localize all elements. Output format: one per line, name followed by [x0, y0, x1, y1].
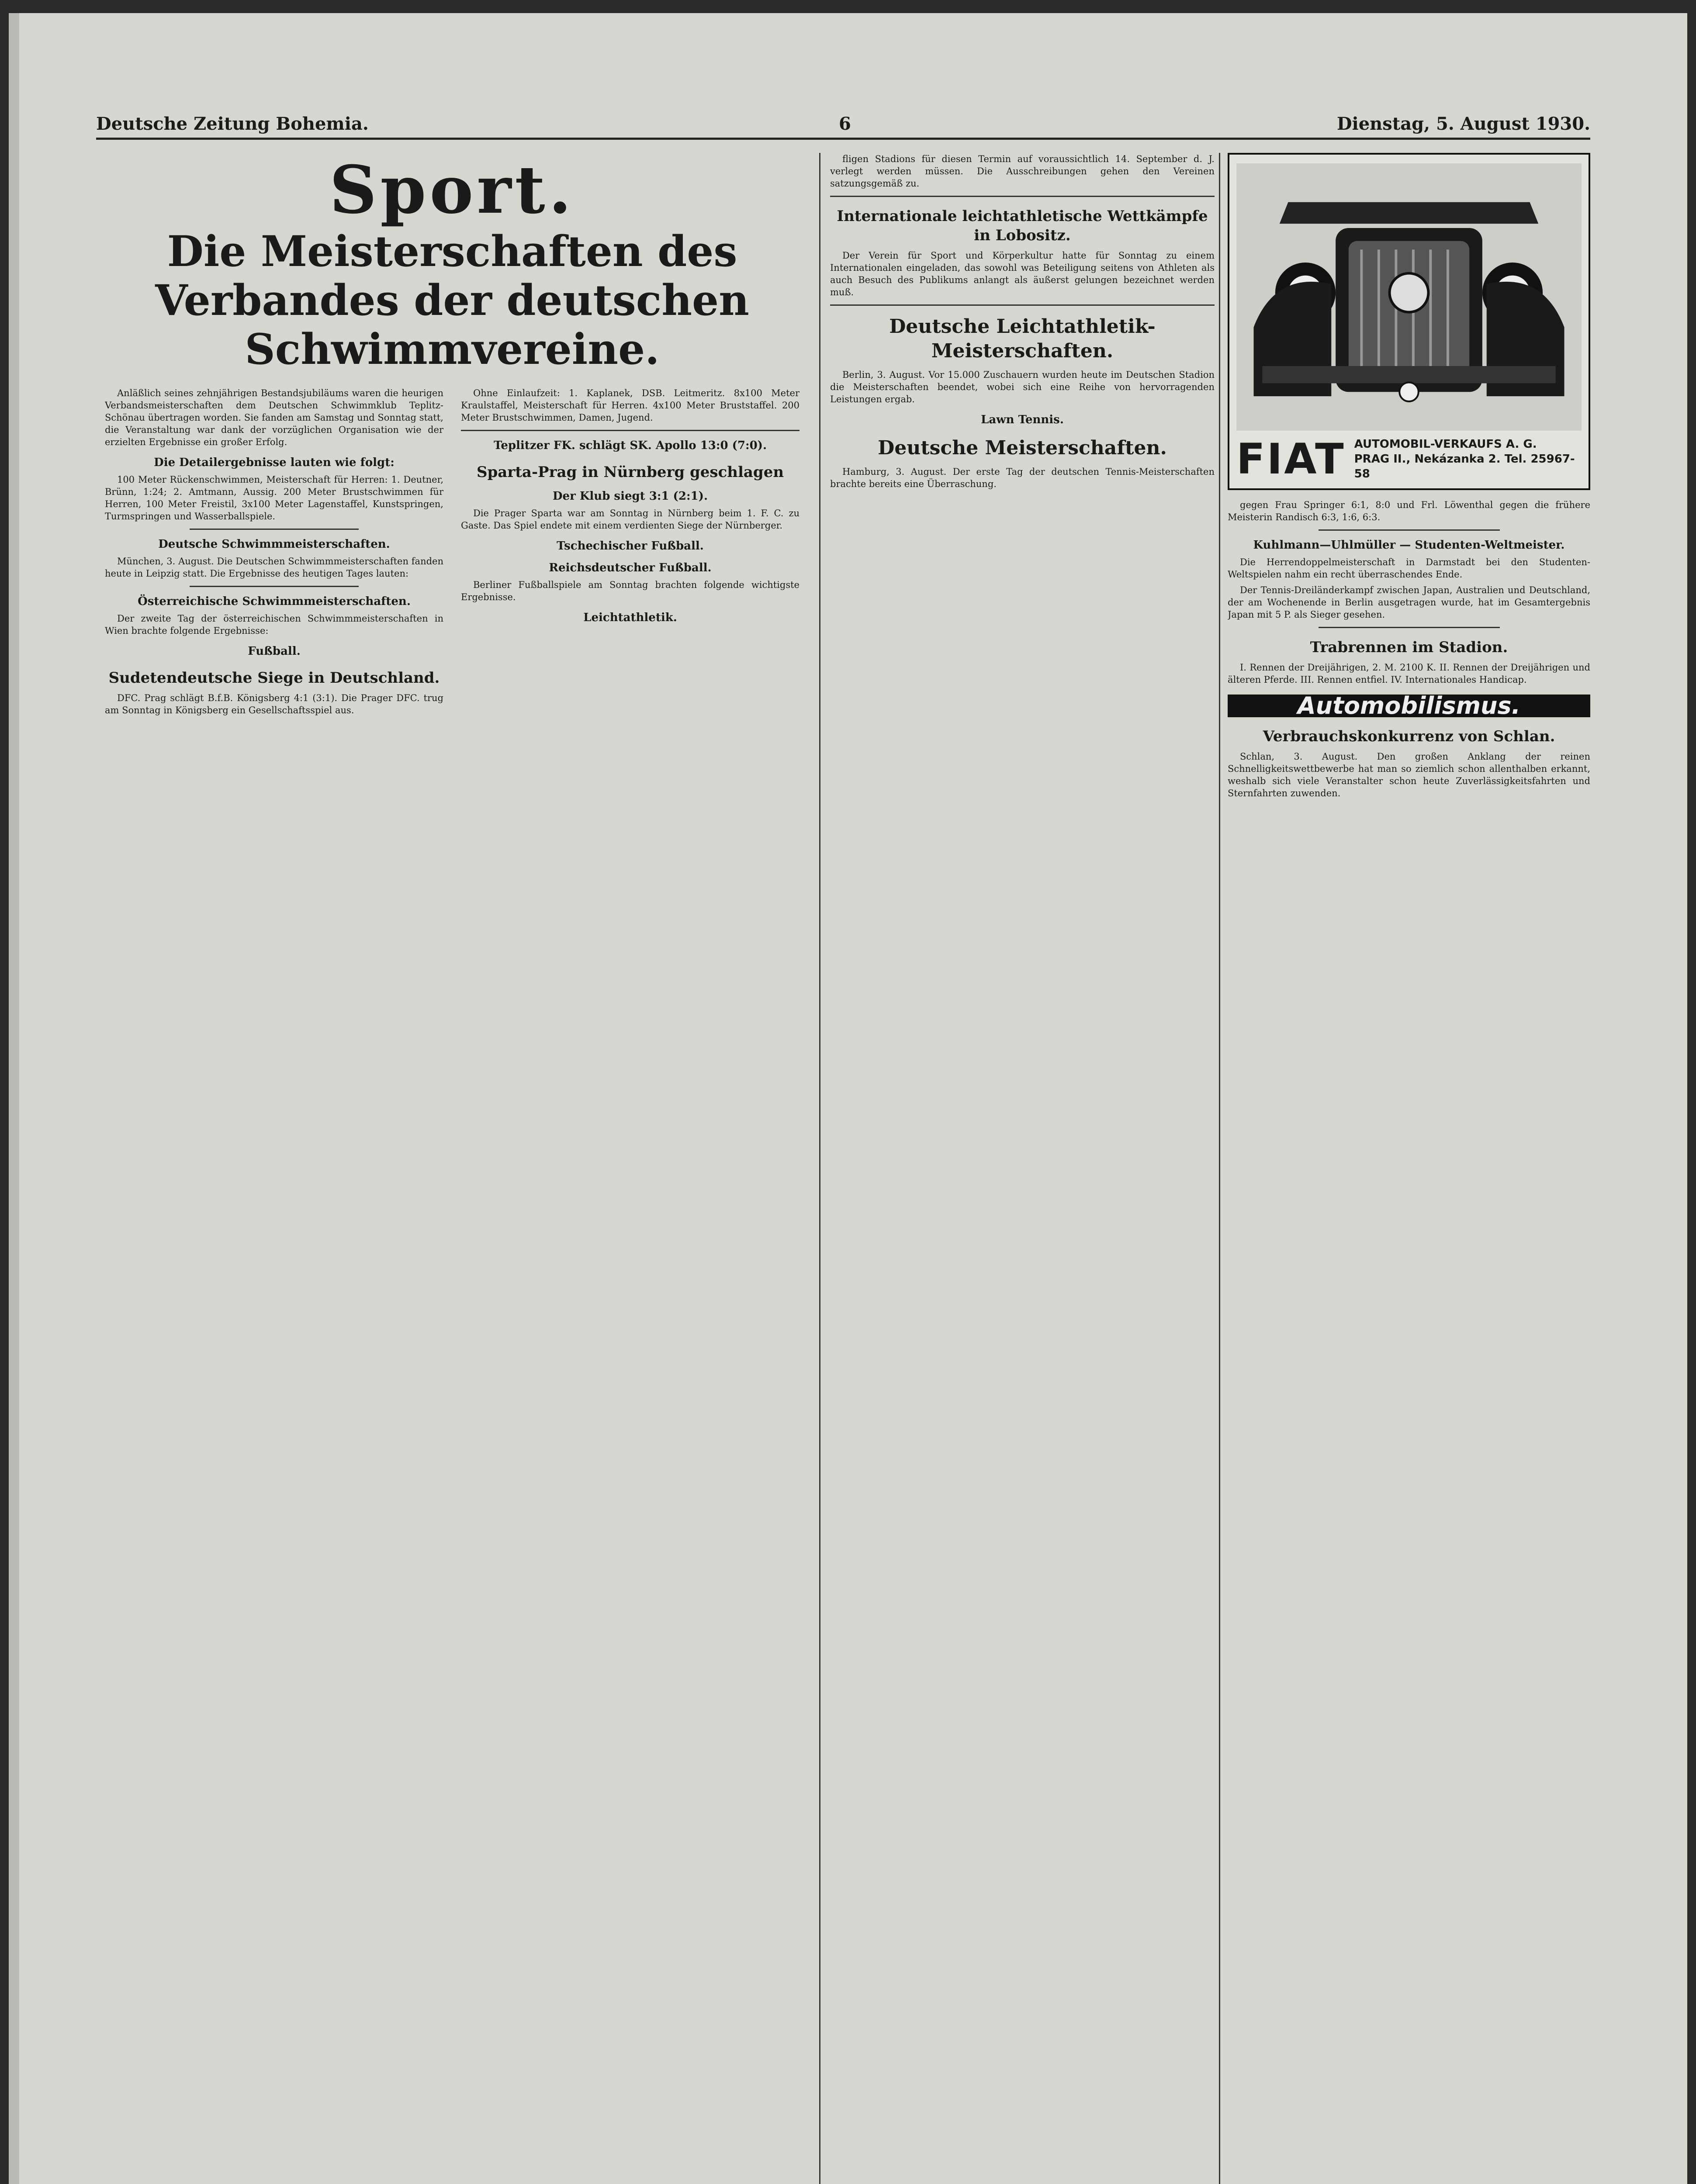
subcolumn-right	[461, 387, 800, 720]
sparta-subheading: Der Klub siegt 3:1 (2:1).	[552, 490, 708, 503]
divider	[1319, 627, 1500, 628]
column-right	[1228, 153, 1590, 2184]
sudeten-heading: Sudetendeutsche Siege in Deutschland.	[108, 669, 440, 687]
leichtathletik-heading: Deutsche Leichtathletik-Meisterschaften.	[889, 315, 1156, 362]
fiat-logo: FIAT	[1236, 435, 1346, 484]
ad-brand-row	[1236, 435, 1582, 484]
sport-subcolumns	[105, 387, 800, 720]
trabrennen-heading: Trabrennen im Stadion.	[1310, 639, 1508, 656]
tennis-meister-heading: Deutsche Meisterschaften.	[878, 437, 1167, 459]
swim-intro: Anläßlich seines zehnjährigen Bestandsjubiläums waren die heurigen Verbandsmeisterschaften dem Deutschen Schwimmklub Teplitz-Schönau übertragen worden. Sie fanden am Samstag und Sonntag statt, die Veranstaltung war dank der vorzüglichen Organisation wie der erzielten Ergebnisse ein großer Erfolg.	[105, 388, 443, 447]
ad-address	[1354, 437, 1582, 481]
fiat-advertisement	[1228, 153, 1590, 490]
oesterr-schwimm-text: Der zweite Tag der österreichischen Schwimmmeisterschaften in Wien brachte folgende Ergebnisse:	[105, 613, 443, 636]
page-edge-shadow	[9, 13, 19, 2184]
sparta-heading: Sparta-Prag in Nürnberg geschlagen	[476, 463, 784, 481]
oesterr-schwimm-heading: Österreichische Schwimmmeisterschaften.	[138, 595, 411, 608]
divider	[190, 529, 359, 530]
intl-athletics-text: Der Verein für Sport und Körperkultur hatte für Sonntag zu einem Internationalen eingeladen, das sowohl was Beteiligung seitens von Athleten als auch Besuch des Publikums anlangt als äußerst gelungen bezeichnet werden muß.	[830, 250, 1215, 297]
deutsche-schwimm-heading: Deutsche Schwimmmeisterschaften.	[158, 538, 390, 551]
details-intro: Die Detailergebnisse lauten wie folgt:	[154, 456, 395, 469]
trabrennen-text: I. Rennen der Dreijährigen, 2. M. 2100 K. II. Rennen der Dreijährigen und älteren Pferde. III. Rennen entfiel. IV. Internationales Handicap.	[1228, 662, 1590, 685]
divider	[830, 304, 1215, 306]
automobilismus-banner: Automobilismus.	[1228, 695, 1590, 717]
subcolumn-left	[105, 387, 443, 720]
divider	[461, 430, 800, 431]
kuhlmann-text: Die Herrendoppelmeisterschaft in Darmstadt bei den Studenten-Weltspielen nahm ein recht überraschendes Ende.	[1228, 557, 1590, 580]
leichtathletik-label: Leichtathletik.	[583, 611, 677, 624]
intl-athletics-heading: Internationale leichtathletische Wettkämpfe in Lobositz.	[837, 207, 1208, 244]
swim-results-b: Ohne Einlaufzeit: 1. Kaplanek, DSB. Leitmeritz. 8x100 Meter Kraulstaffel, Meisterschaft für Herren. 4x100 Meter Bruststaffel. 200 Meter Brustschwimmen, Damen, Jugend.	[461, 388, 800, 423]
newspaper-page	[9, 13, 1687, 2184]
tennis-meister-text: Hamburg, 3. August. Der erste Tag der deutschen Tennis-Meisterschaften brachte bereits eine Überraschung.	[830, 467, 1215, 489]
teplitz-heading: Teplitzer FK. schlägt SK. Apollo 13:0 (7:0).	[493, 439, 767, 452]
swimming-headline: Die Meisterschaften des Verbandes der deutschen Schwimmvereine.	[155, 227, 749, 374]
column-rule	[1219, 153, 1220, 2184]
tennis-result-line: gegen Frau Springer 6:1, 8:0 und Frl. Löwenthal gegen die frühere Meisterin Randisch 6:3, 1:6, 6:3.	[1228, 500, 1590, 522]
divider	[190, 586, 359, 587]
page-number: 6	[839, 114, 851, 134]
ad-company: AUTOMOBIL-VERKAUFS A. G.	[1354, 438, 1537, 451]
fussball-label: Fußball.	[248, 645, 301, 658]
ad-contact: PRAG II., Nekázanka 2. Tel. 25967-58	[1354, 453, 1575, 480]
column-athletics	[830, 153, 1215, 2184]
dreilaender-text: Der Tennis-Dreiländerkampf zwischen Japan, Australien und Deutschland, der am Wochenende in Berlin ausgetragen wurde, hat im Gesamtergebnis Japan mit 5 P. als Sieger gesehen.	[1228, 585, 1590, 620]
paper-name: Deutsche Zeitung Bohemia.	[96, 114, 369, 134]
running-header	[96, 114, 1590, 140]
leichtathletik-text: Berlin, 3. August. Vor 15.000 Zuschauern wurden heute im Deutschen Stadion die Meisterschaften beendet, wobei sich eine Reihe von hervorragenden Leistungen ergab.	[830, 370, 1215, 404]
issue-date: Dienstag, 5. August 1930.	[1336, 114, 1590, 134]
divider	[830, 196, 1215, 197]
reich-text: Berliner Fußballspiele am Sonntag brachten folgende wichtigste Ergebnisse.	[461, 580, 800, 602]
kuhlmann-heading: Kuhlmann—Uhlmüller — Studenten-Weltmeister.	[1253, 539, 1565, 552]
stadium-note: fligen Stadions für diesen Termin auf voraussichtlich 14. September d. J. verlegt werden müssen. Die Ausschreibungen gehen den Vereinen satzungsgemäß zu.	[830, 154, 1215, 189]
verbrauch-heading: Verbrauchskonkurrenz von Schlan.	[1263, 728, 1555, 745]
sport-section-title: Sport.	[329, 153, 575, 228]
tschech-heading: Tschechischer Fußball.	[557, 539, 704, 553]
verbrauch-text: Schlan, 3. August. Den großen Anklang der reinen Schnelligkeitswettbewerbe hat man so ziemlich schon allenthalben erkannt, weshalb sich viele Veranstalter schon heute Zuverlässigkeitsfahrten und Sternfahrten zuwenden.	[1228, 751, 1590, 798]
lawn-tennis-label: Lawn Tennis.	[981, 413, 1064, 426]
column-sport	[105, 153, 800, 2184]
car-illustration	[1236, 162, 1582, 432]
sudeten-text: DFC. Prag schlägt B.f.B. Königsberg 4:1 (3:1). Die Prager DFC. trug am Sonntag in Königsberg ein Gesellschaftsspiel aus.	[105, 693, 443, 715]
column-rule	[819, 153, 820, 2184]
sparta-text: Die Prager Sparta war am Sonntag in Nürnberg beim 1. F. C. zu Gaste. Das Spiel endete mit einem verdienten Siege der Nürnberger.	[461, 508, 800, 531]
deutsche-schwimm-text: München, 3. August. Die Deutschen Schwimmmeisterschaften fanden heute in Leipzig statt. Die Ergebnisse des heutigen Tages lauten:	[105, 556, 443, 579]
swim-results-a: 100 Meter Rückenschwimmen, Meisterschaft für Herren: 1. Deutner, Brünn, 1:24; 2. Amtmann, Aussig. 200 Meter Brustschwimmen für Herren, 100 Meter Freistil, 3x100 Meter Lagenstaffel, Kunstspringen, Turmspringen und Wasserballspiele.	[105, 474, 443, 522]
divider	[1319, 529, 1500, 531]
reich-heading: Reichsdeutscher Fußball.	[549, 561, 712, 574]
